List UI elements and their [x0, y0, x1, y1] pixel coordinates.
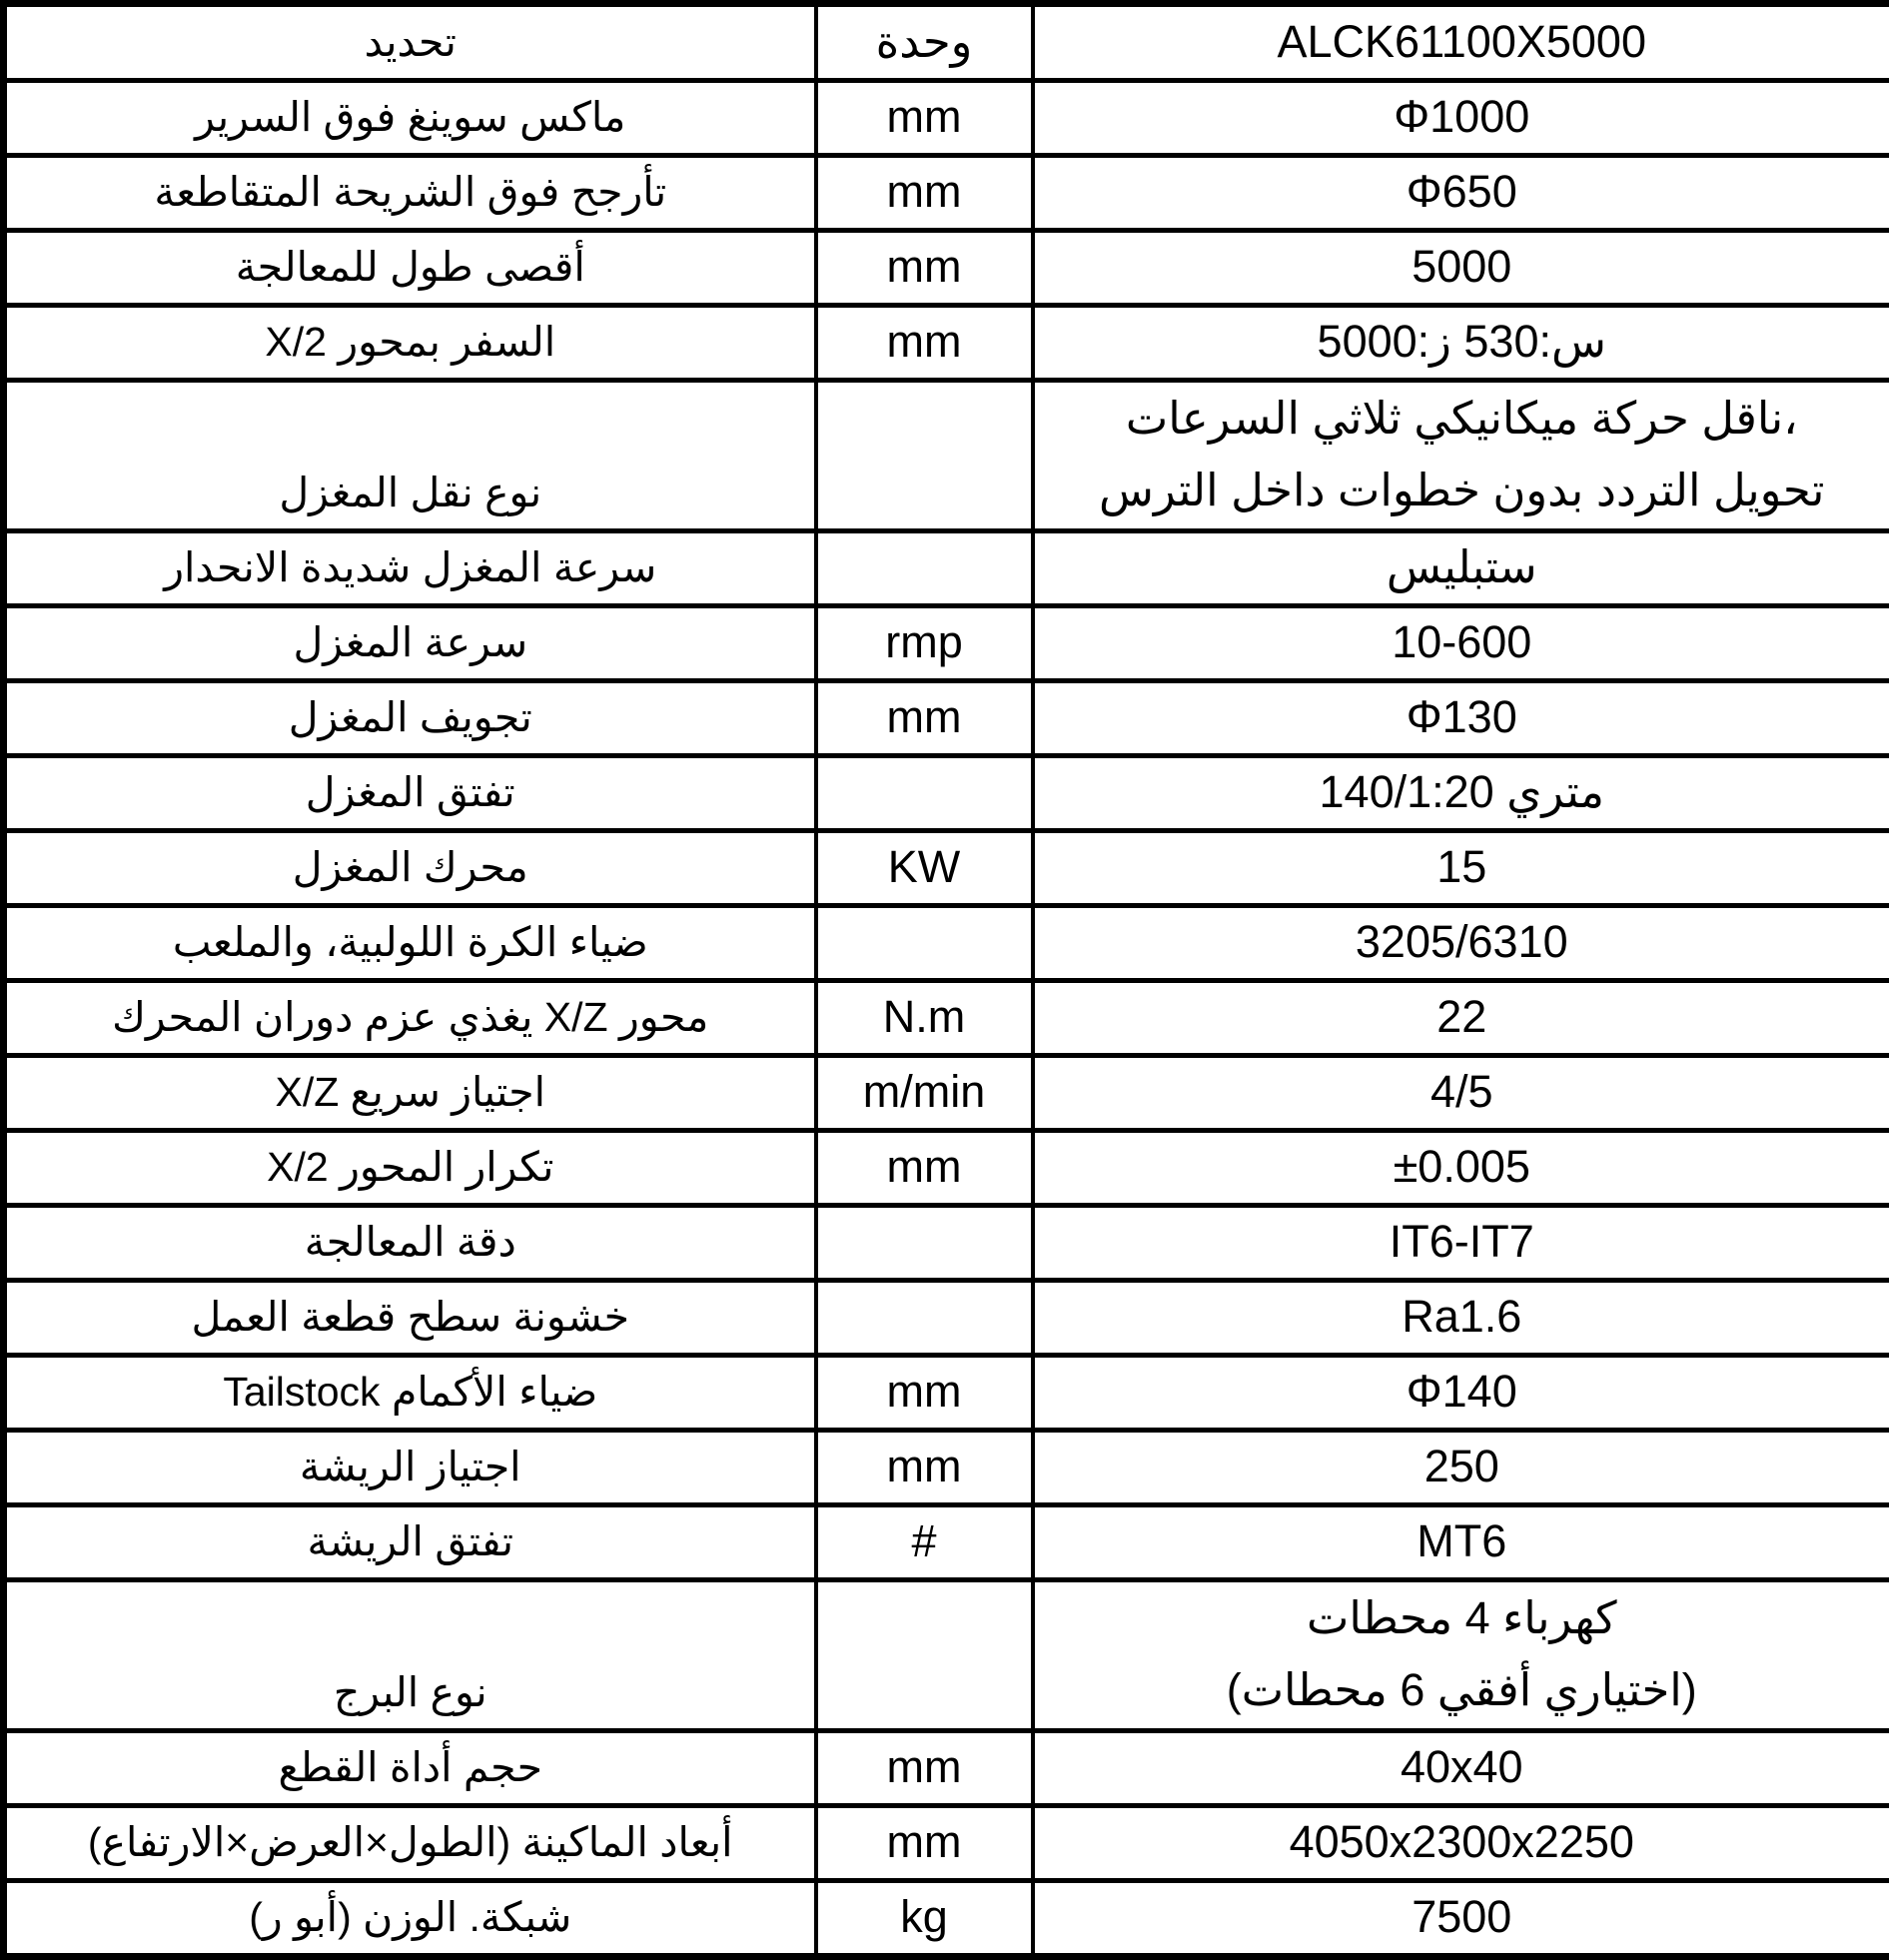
- unit-cell: mm: [816, 1131, 1033, 1206]
- spec-cell: اجتياز الريشة: [4, 1431, 816, 1505]
- value-cell: Φ130: [1033, 681, 1889, 756]
- spec-cell: تفتق المغزل: [4, 756, 816, 831]
- spec-cell: دقة المعالجة: [4, 1206, 816, 1281]
- table-row: [4, 1731, 1889, 1806]
- unit-cell: [816, 531, 1033, 606]
- table-row: [4, 1131, 1889, 1206]
- spec-cell: تأرجح فوق الشريحة المتقاطعة: [4, 156, 816, 231]
- spec-cell: ماكس سوينغ فوق السرير: [4, 81, 816, 156]
- unit-cell: #: [816, 1505, 1033, 1580]
- unit-cell: [816, 756, 1033, 831]
- value-cell: Φ1000: [1033, 81, 1889, 156]
- unit-cell: [816, 1281, 1033, 1356]
- unit-cell: N.m: [816, 981, 1033, 1056]
- table-row: [4, 681, 1889, 756]
- spec-cell: أقصى طول للمعالجة: [4, 231, 816, 306]
- unit-cell: kg: [816, 1881, 1033, 1957]
- value-cell: 3205/6310: [1033, 906, 1889, 981]
- table-row: [4, 1580, 1889, 1731]
- table-row: [4, 831, 1889, 906]
- unit-cell: mm: [816, 1356, 1033, 1431]
- unit-cell: [816, 381, 1033, 531]
- value-cell: س:530 ز:5000: [1033, 306, 1889, 381]
- value-cell: 4/5: [1033, 1056, 1889, 1131]
- value-cell: 40x40: [1033, 1731, 1889, 1806]
- spec-cell: محور X/Z يغذي عزم دوران المحرك: [4, 981, 816, 1056]
- table-row: [4, 906, 1889, 981]
- unit-cell: m/min: [816, 1056, 1033, 1131]
- table-row: [4, 1431, 1889, 1505]
- unit-cell: mm: [816, 1431, 1033, 1505]
- value-cell: ±0.005: [1033, 1131, 1889, 1206]
- value-cell: متري 140/1:20: [1033, 756, 1889, 831]
- table-row: [4, 156, 1889, 231]
- spec-cell: نوع البرج: [4, 1580, 816, 1731]
- table-row: [4, 531, 1889, 606]
- value-cell: 250: [1033, 1431, 1889, 1505]
- table-row: [4, 756, 1889, 831]
- spec-cell: تجويف المغزل: [4, 681, 816, 756]
- unit-cell: mm: [816, 231, 1033, 306]
- unit-cell: rmp: [816, 606, 1033, 681]
- unit-cell: mm: [816, 681, 1033, 756]
- spec-cell: ضياء الأكمام Tailstock: [4, 1356, 816, 1431]
- value-cell: 7500: [1033, 1881, 1889, 1957]
- unit-cell: [816, 1580, 1033, 1731]
- unit-cell: mm: [816, 1806, 1033, 1881]
- table-row: [4, 1356, 1889, 1431]
- spec-column-header: تحديد: [4, 4, 816, 81]
- value-cell: ستبليس: [1033, 531, 1889, 606]
- table-row: [4, 1505, 1889, 1580]
- spec-cell: اجتياز سريع X/Z: [4, 1056, 816, 1131]
- spec-cell: ضياء الكرة اللولبية، والملعب: [4, 906, 816, 981]
- value-line: (اختياري أفقي 6 محطات): [1043, 1654, 1882, 1726]
- unit-cell: mm: [816, 156, 1033, 231]
- table-row: [4, 1206, 1889, 1281]
- table-row: [4, 1056, 1889, 1131]
- value-cell: 4050x2300x2250: [1033, 1806, 1889, 1881]
- value-cell: 5000: [1033, 231, 1889, 306]
- table-header-row: [4, 4, 1889, 81]
- value-line: ،ناقل حركة ميكانيكي ثلاثي السرعات: [1043, 383, 1882, 455]
- value-cell: Φ650: [1033, 156, 1889, 231]
- unit-cell: [816, 906, 1033, 981]
- unit-cell: mm: [816, 1731, 1033, 1806]
- value-line: كهرباء 4 محطات: [1043, 1582, 1882, 1654]
- value-cell: 15: [1033, 831, 1889, 906]
- table-row: [4, 981, 1889, 1056]
- spec-cell: حجم أداة القطع: [4, 1731, 816, 1806]
- spec-cell: تكرار المحور X/2: [4, 1131, 816, 1206]
- value-cell: IT6-IT7: [1033, 1206, 1889, 1281]
- table-row: [4, 381, 1889, 531]
- model-column-header: ALCK61100X5000: [1033, 4, 1889, 81]
- value-cell: Φ140: [1033, 1356, 1889, 1431]
- table-row: [4, 231, 1889, 306]
- table-row: [4, 81, 1889, 156]
- spec-cell: تفتق الريشة: [4, 1505, 816, 1580]
- table-row: [4, 1281, 1889, 1356]
- spec-cell: أبعاد الماكينة (الطول×العرض×الارتفاع): [4, 1806, 816, 1881]
- unit-cell: KW: [816, 831, 1033, 906]
- table-row: [4, 1806, 1889, 1881]
- table-row: [4, 606, 1889, 681]
- spec-cell: السفر بمحور X/2: [4, 306, 816, 381]
- value-cell: 10-600: [1033, 606, 1889, 681]
- value-cell: Ra1.6: [1033, 1281, 1889, 1356]
- value-cell: [1033, 381, 1889, 531]
- spec-cell: سرعة المغزل: [4, 606, 816, 681]
- unit-cell: [816, 1206, 1033, 1281]
- value-cell: [1033, 1580, 1889, 1731]
- spec-cell: محرك المغزل: [4, 831, 816, 906]
- unit-column-header: وحدة: [816, 4, 1033, 81]
- value-cell: MT6: [1033, 1505, 1889, 1580]
- value-cell: 22: [1033, 981, 1889, 1056]
- table-row: [4, 1881, 1889, 1957]
- unit-cell: mm: [816, 81, 1033, 156]
- spec-cell: سرعة المغزل شديدة الانحدار: [4, 531, 816, 606]
- unit-cell: mm: [816, 306, 1033, 381]
- spec-cell: شبكة. الوزن (أبو ر): [4, 1881, 816, 1957]
- spec-cell: خشونة سطح قطعة العمل: [4, 1281, 816, 1356]
- value-line: تحويل التردد بدون خطوات داخل الترس: [1043, 455, 1882, 526]
- table-row: [4, 306, 1889, 381]
- spec-cell: نوع نقل المغزل: [4, 381, 816, 531]
